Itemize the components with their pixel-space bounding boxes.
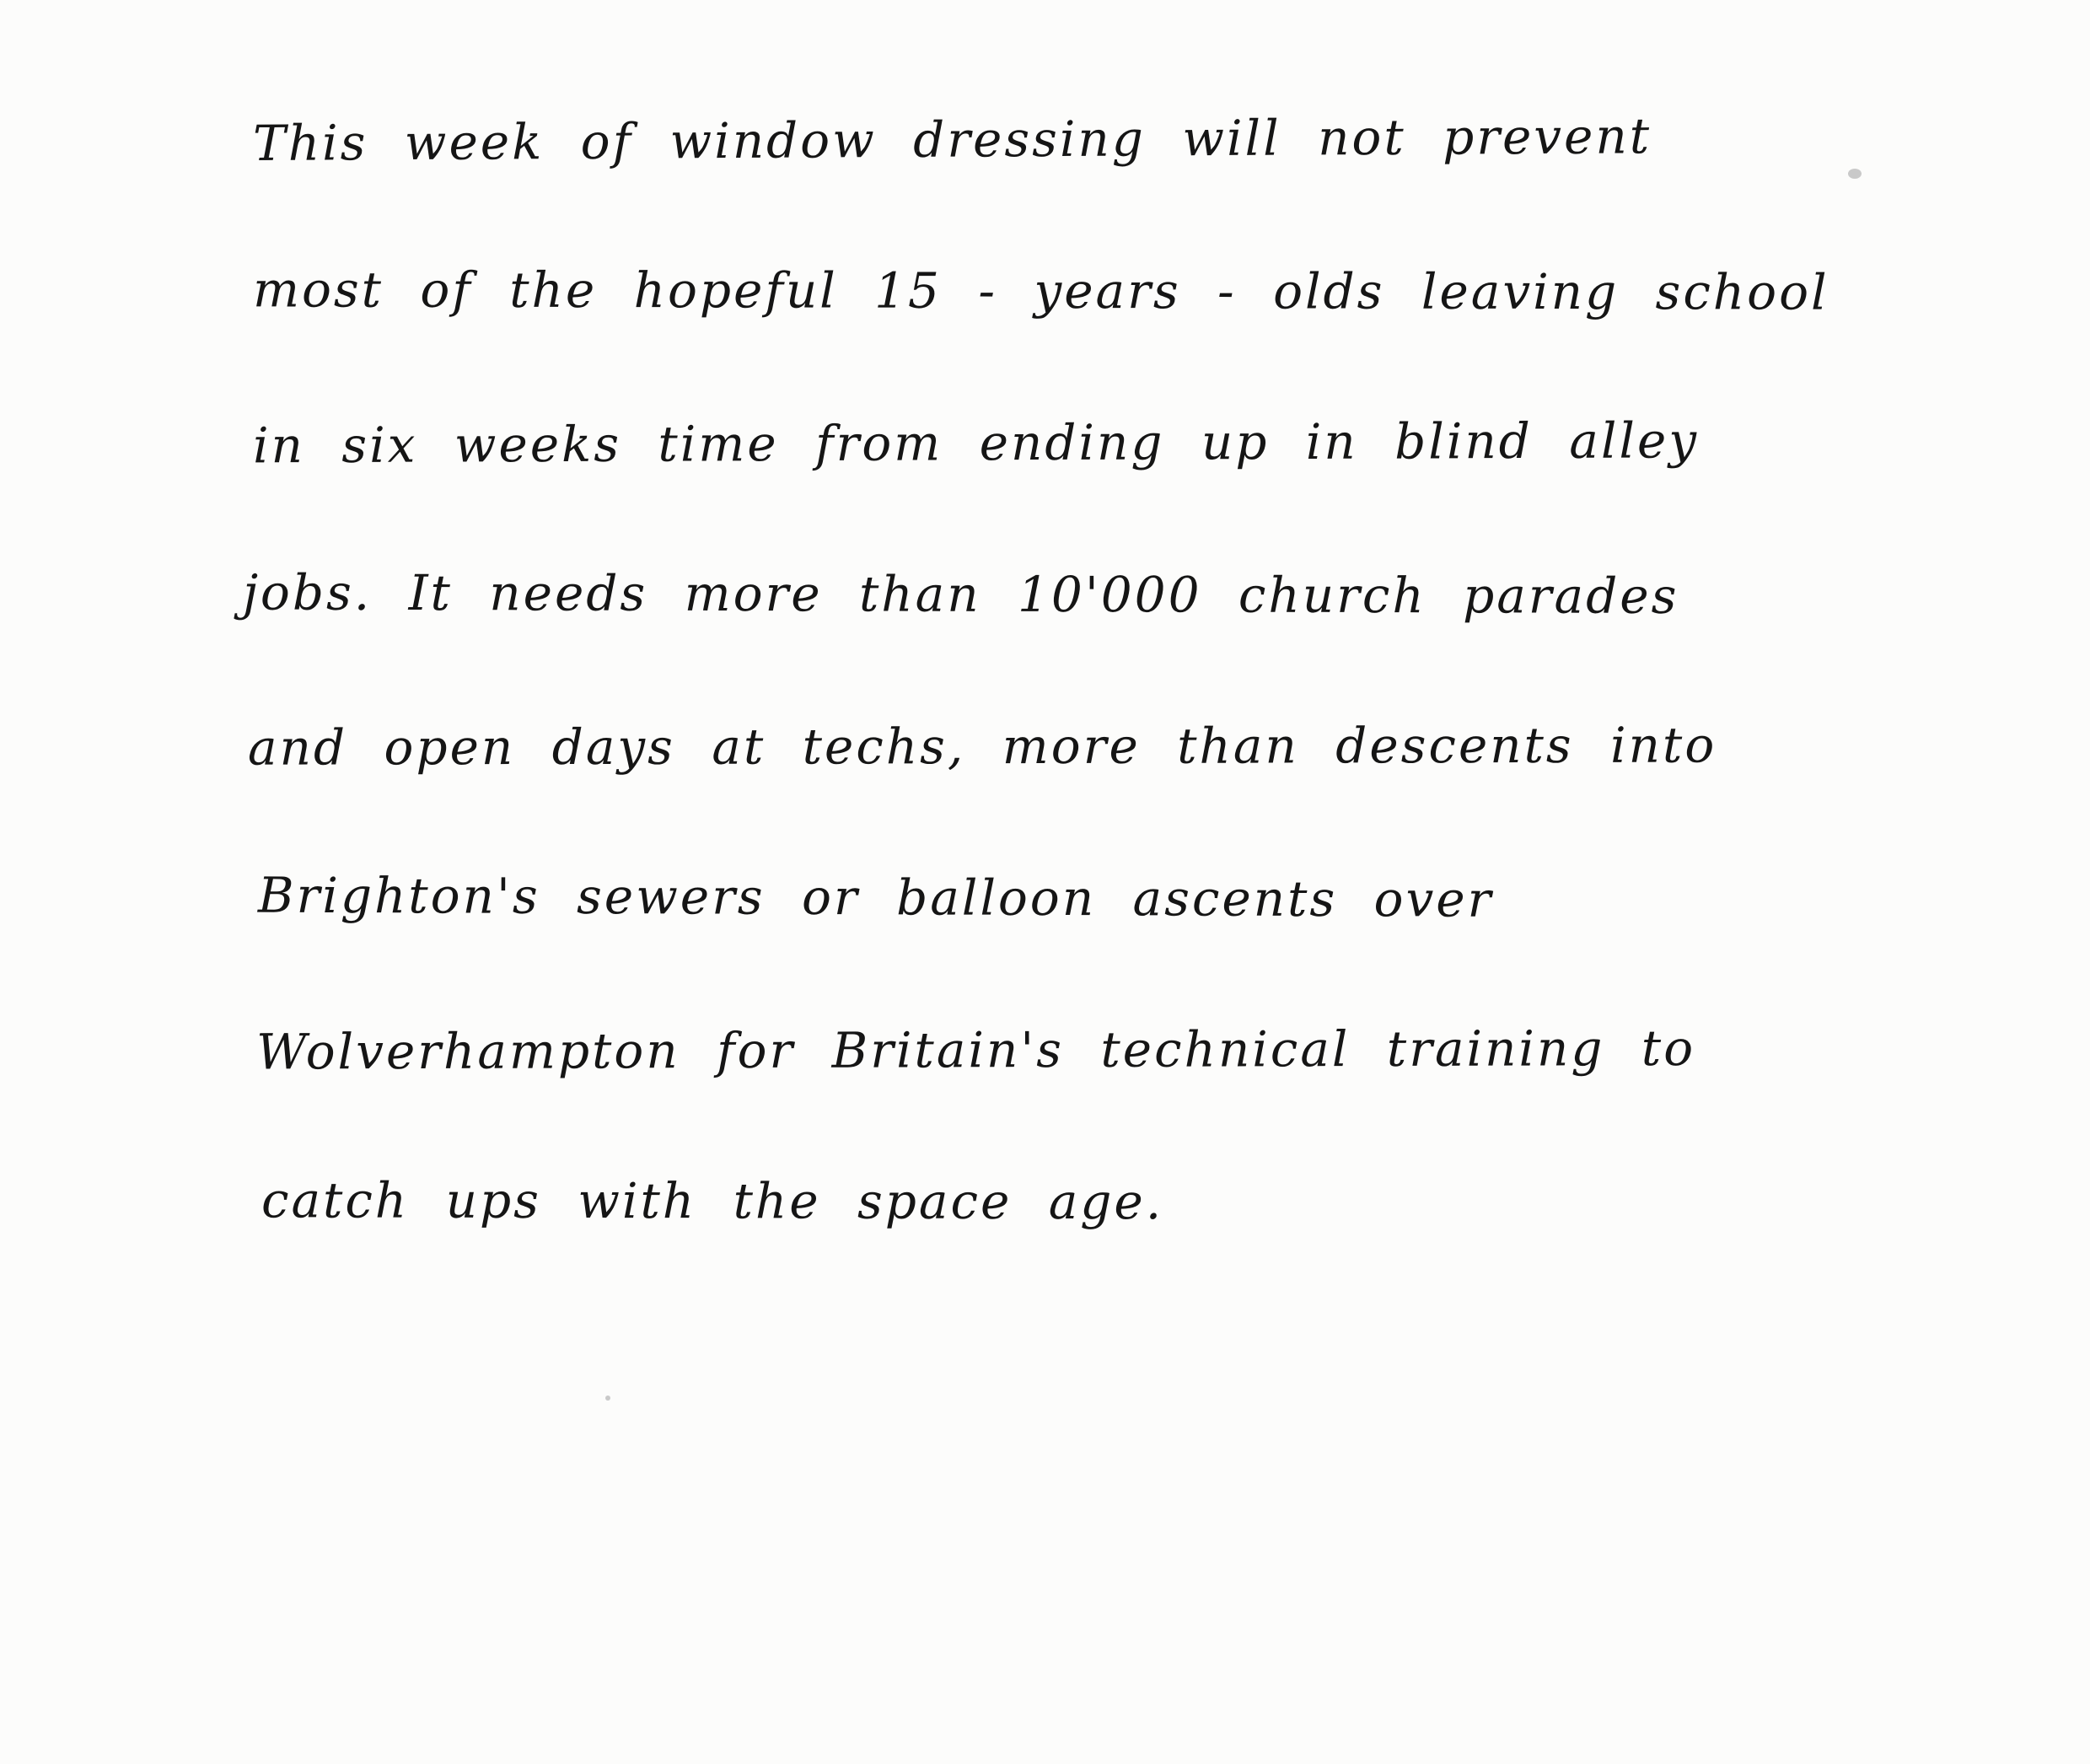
text-line-7: Wolverhampton for Britain's technical training to [255, 1019, 1696, 1081]
paper-speck [605, 1396, 610, 1401]
text-line-5: and open days at techs, more than descents into [247, 716, 1717, 777]
text-line-8: catch ups with the space age. [261, 1171, 1164, 1231]
text-line-6: Brighton's sewers or balloon ascents over [257, 866, 1494, 928]
text-line-2: most of the hopeful 15 - years - olds leaving school [252, 261, 1829, 321]
handwritten-text-block [242, 59, 1855, 1273]
text-line-3: in six weeks time from ending up in blind alley [252, 411, 1700, 475]
text-line-1: This week of window dressing will not prevent [252, 107, 1652, 172]
text-line-4: jobs. It needs more than 10'000 church parades [242, 563, 1679, 625]
paper-speck [1848, 169, 1862, 179]
